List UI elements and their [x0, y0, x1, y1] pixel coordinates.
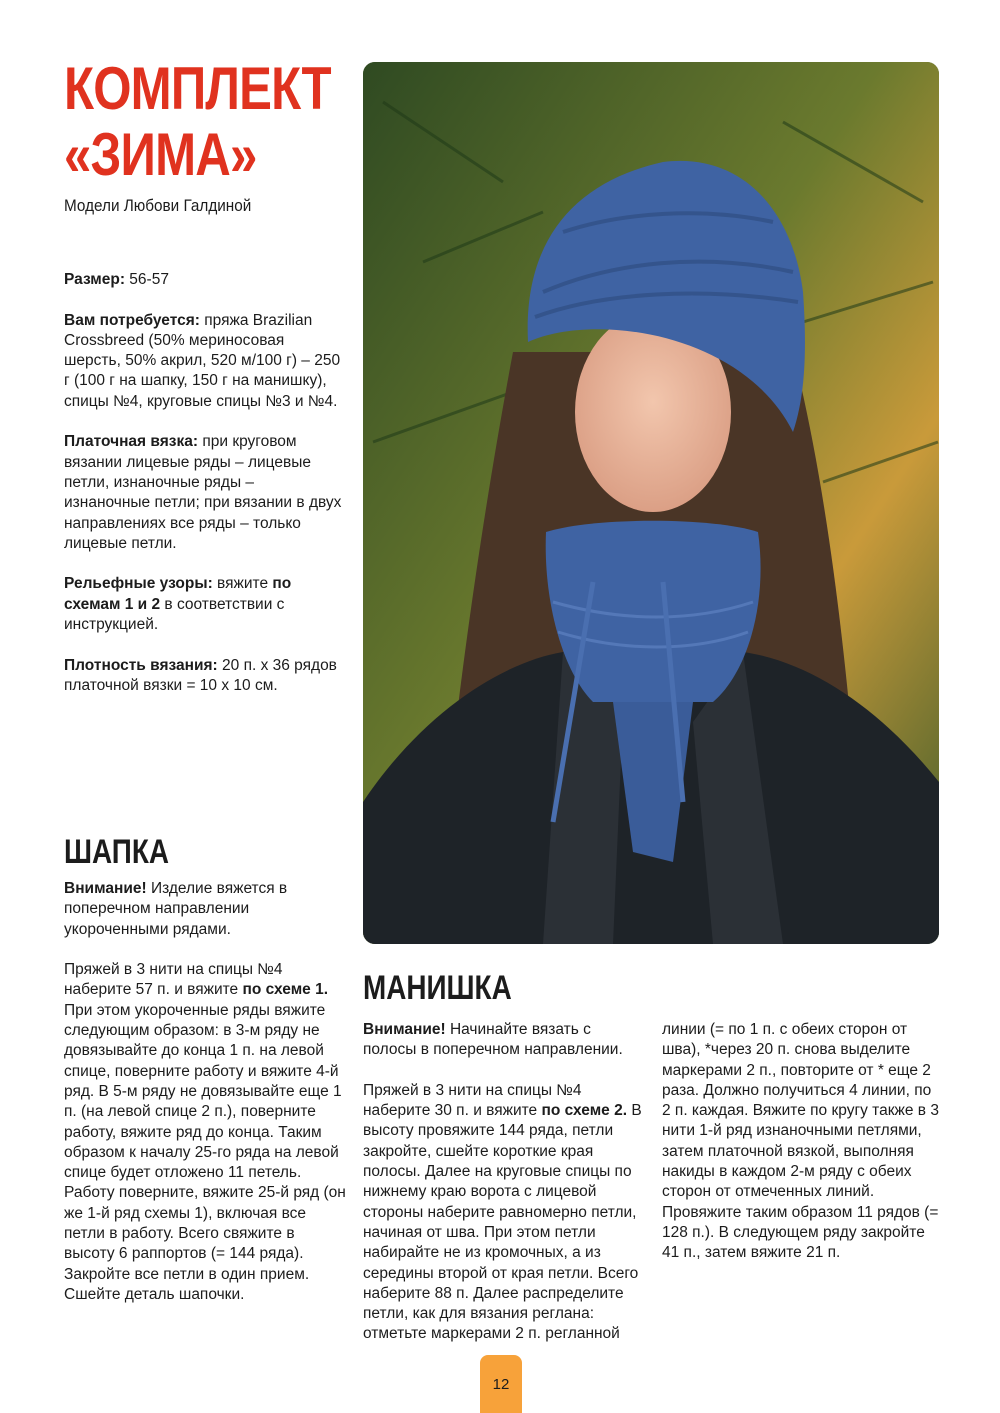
author-credit: Модели Любови Галдиной: [64, 196, 252, 215]
model-photo-illustration: [363, 62, 939, 944]
title-line-1: КОМПЛЕКТ: [64, 55, 331, 122]
dickey-text-b: В высоту провяжите 144 ряда, петли закройте, сшейте короткие края полосы. Далее на круговые спицы по нижнему краю ворота с лицевой стороны наберите равномерно петли, начиная от шва. При этом петли набирайте не из кромочных, а из середины второй от края петли. Всего наберите 88 п. Далее распределите петли, как для вязания реглана: отметьте маркерами 2 п. регланной: [363, 1102, 642, 1343]
hat-attention: [64, 879, 346, 940]
dickey-instructions-continued: линии (= по 1 п. с обеих сторон от шва), *через 20 п. снова выделите маркерами 2 п., повторите от * еще 2 раза. Должно получиться 4 линии, по 2 п. каждая. Вяжите по кругу также в 3 нити 1-й ряд изнаночными петлями, затем платочной вязкой, выполняя накиды в каждом 2-м ряду с обеих сторон от отмеченных линий. Провяжите таким образом 11 рядов (= 128 п.). В следующем ряду закройте 41 п., затем вяжите 21 п.: [662, 1021, 939, 1262]
gauge-text: 20 п. х 36 рядов платочной вязки = 10 х 10 см.: [64, 656, 337, 694]
dickey-column: [363, 1020, 645, 1365]
dickey-instructions: [363, 1081, 645, 1345]
relief-label: Рельефные узоры:: [64, 575, 213, 593]
hat-text-b: При этом укороченные ряды вяжите следующим образом: в 3-м ряду не довязывайте до конца 1 п. на левой спице, поверните работу и вяжите 4-й ряд. В 5-м ряду не довязывайте еще 1 п. (на левой спице 2 п.), поверните работу, вяжите ряд до конца. Таким образом к началу 25-го ряда на левой спице будет отложено 11 петель. Работу поверните, вяжите 25-й ряд (он же 1-й ряд схемы 1), включая все петли в работу. Всего свяжите в высоту 6 раппортов (= 144 ряда). Закройте все петли в один прием. Сшейте деталь шапочки.: [64, 1001, 346, 1303]
materials-paragraph: [64, 311, 344, 412]
hat-text-a: Пряжей в 3 нити на спицы №4 наберите 57 п. и вяжите: [64, 961, 283, 999]
dickey-text-a: Пряжей в 3 нити на спицы №4 наберите 30 п. и вяжите: [363, 1081, 582, 1120]
gauge-label: Плотность вязания:: [64, 656, 218, 674]
hat-heading: ШАПКА: [64, 833, 169, 871]
page-number: 12: [480, 1355, 522, 1413]
title-line-2: «ЗИМА»: [64, 121, 257, 188]
relief-bold: по схемам 1 и 2: [64, 575, 292, 613]
materials-label: Вам потребуется:: [64, 311, 200, 329]
hat-column: [64, 879, 346, 1326]
relief-text-a: вяжите: [212, 575, 273, 593]
hat-instructions: [64, 960, 346, 1305]
size-text: 56-57: [124, 271, 169, 288]
model-photo: [363, 62, 939, 944]
gauge-paragraph: [64, 656, 344, 697]
dickey-column-continued: [662, 1020, 944, 1284]
article-title: [64, 55, 331, 188]
dickey-scheme-ref: по схеме 2.: [541, 1102, 628, 1120]
dickey-attention-text: Начинайте вязать с полосы в поперечном направлении.: [363, 1021, 623, 1059]
hat-attention-text: Изделие вяжется в поперечном направлении укороченными рядами.: [64, 880, 288, 938]
dickey-heading: МАНИШКА: [363, 969, 512, 1007]
size-label: Размер:: [64, 271, 125, 288]
intro-column: [64, 270, 344, 717]
garter-text: при круговом вязании лицевые ряды – лицевые петли, изнаночные ряды – изнаночные петли; при вязании в двух направлениях все ряды – только лицевые петли.: [64, 433, 342, 552]
relief-text-b: в соответствии с инструкцией.: [64, 595, 285, 634]
size-paragraph: [64, 270, 344, 290]
garter-label: Платочная вязка:: [64, 433, 199, 451]
dickey-attention: [363, 1020, 645, 1061]
hat-scheme-ref: по схеме 1.: [242, 981, 329, 999]
materials-text: пряжа Brazilian Crossbreed (50% мериносовая шерсть, 50% акрил, 520 м/100 г) – 250 г (100 г на шапку, 150 г на манишку), спицы №4, круговые спицы №3 и №4.: [64, 311, 341, 410]
dickey-attention-label: Внимание!: [363, 1021, 446, 1038]
relief-paragraph: [64, 574, 344, 635]
hat-attention-label: Внимание!: [64, 880, 147, 897]
garter-paragraph: [64, 432, 344, 554]
